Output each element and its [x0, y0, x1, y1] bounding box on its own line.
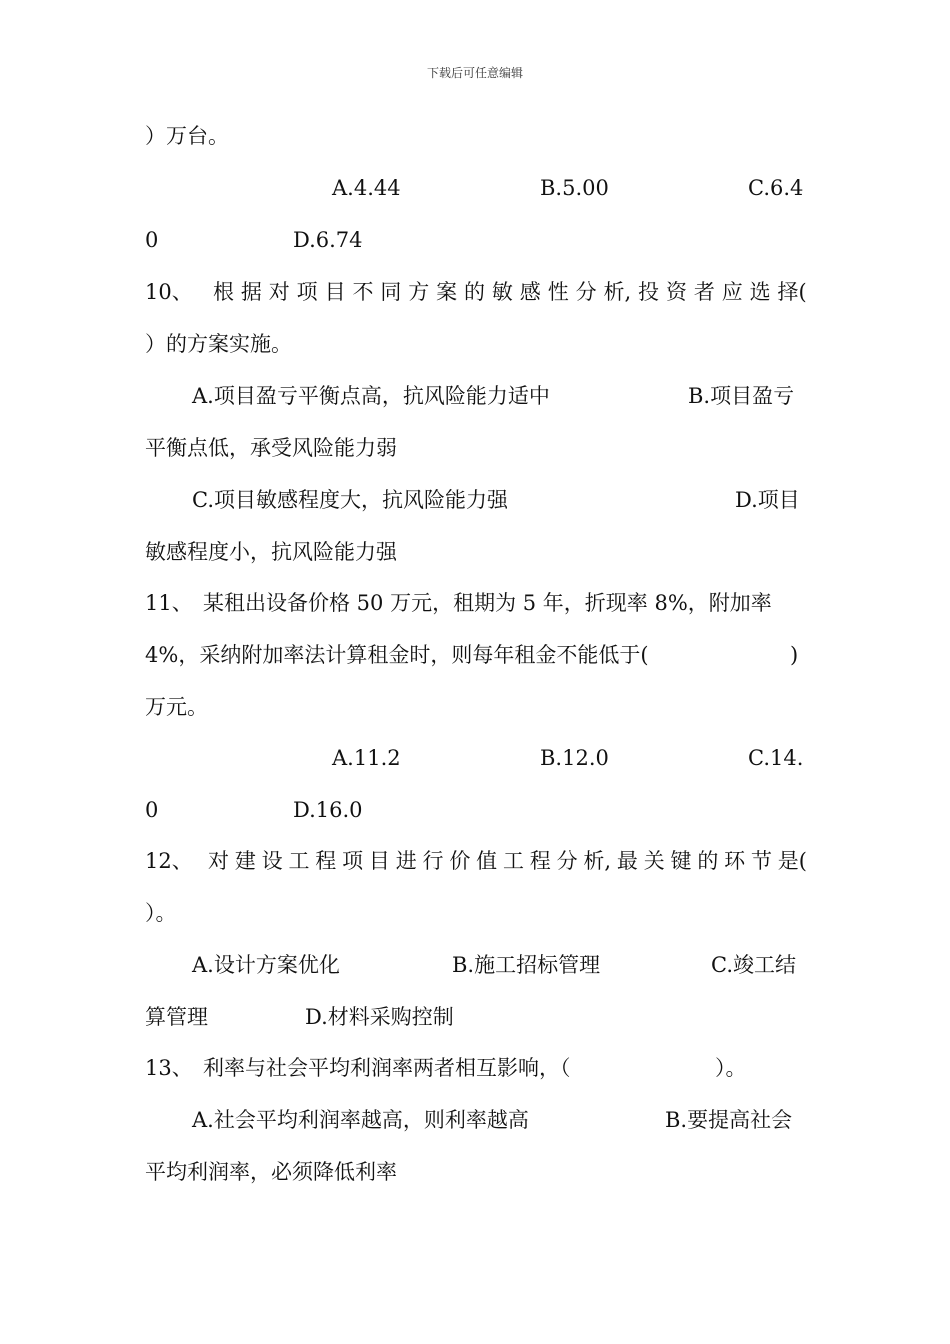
q12-stem-line2-text: ）。	[145, 901, 177, 925]
q12-char: 程	[529, 849, 551, 873]
q12-options-line1	[145, 950, 807, 980]
q11-option-a: A.11.2	[332, 746, 401, 770]
q12-char: 目	[368, 849, 390, 873]
q11-stem-line3-text: 万元。	[145, 695, 208, 719]
q10-options-line1	[145, 381, 807, 411]
q10-char: 同	[380, 280, 402, 304]
q9-option-b: B.5.00	[540, 176, 609, 200]
q13-options-line2	[145, 1157, 807, 1187]
q11-options-line2	[145, 795, 807, 825]
q12-char: 环	[724, 849, 746, 873]
q10-char: 项	[296, 280, 318, 304]
q12-char: 工	[288, 849, 310, 873]
q13-options-line1	[145, 1105, 807, 1135]
q12-char: 进	[395, 849, 417, 873]
q12-char: 最	[616, 849, 638, 873]
q10-char: 分	[575, 280, 597, 304]
q11-stem-line1	[145, 588, 807, 618]
q10-number: 10、	[145, 280, 193, 304]
q9-tail-text: ）万台。	[145, 124, 229, 148]
q12-options-line2	[145, 1002, 807, 1032]
q12-char: 析,	[583, 849, 612, 873]
q11-options-line1	[145, 743, 807, 773]
q13-stem-line1	[145, 1053, 807, 1083]
q10-char: 对	[268, 280, 290, 304]
q11-stem-line2	[145, 640, 807, 670]
q12-char: 行	[422, 849, 444, 873]
q10-char: 敏	[491, 280, 513, 304]
q10-stem-text	[213, 277, 807, 307]
q11-stem-line3	[145, 692, 807, 722]
q12-char: 工	[502, 849, 524, 873]
q9-option-d: D.6.74	[293, 228, 363, 252]
q10-char: 择(	[777, 280, 807, 304]
q10-option-b: B.项目盈亏	[688, 384, 795, 408]
q10-options-line4	[145, 537, 807, 567]
q12-char: 是(	[777, 849, 807, 873]
q12-char: 的	[697, 849, 719, 873]
q11-option-b: B.12.0	[540, 746, 609, 770]
q12-number: 12、	[145, 849, 193, 873]
q10-options-line3	[145, 485, 807, 515]
q13-stem-end: ）。	[715, 1056, 747, 1080]
q10-char: 方	[408, 280, 430, 304]
q9-stem-tail	[145, 121, 807, 151]
q11-option-c: C.14.	[748, 746, 804, 770]
q12-char: 值	[476, 849, 498, 873]
q12-char: 节	[750, 849, 772, 873]
q13-option-b-wrap: 平均利润率，必须降低利率	[145, 1160, 397, 1184]
q11-option-c-wrap: 0	[145, 798, 159, 822]
q10-char: 投	[638, 280, 660, 304]
q10-char: 性	[547, 280, 569, 304]
q9-option-a: A.4.44	[332, 176, 401, 200]
q10-char: 不	[352, 280, 374, 304]
q9-option-c-wrap: 0	[145, 228, 159, 252]
q10-stem-line1	[145, 277, 807, 307]
q12-option-c-wrap: 算管理	[145, 1005, 208, 1029]
q12-char: 键	[670, 849, 692, 873]
q11-stem-line1-text: 某租出设备价格 50 万元，租期为 5 年，折现率 8%，附加率	[203, 591, 772, 615]
q13-number: 13、	[145, 1056, 193, 1080]
q12-stem-line1	[145, 846, 807, 876]
q10-char: 者	[693, 280, 715, 304]
q10-char: 据	[240, 280, 262, 304]
q12-stem-line2	[145, 898, 807, 928]
q9-options-line2	[145, 225, 807, 255]
q10-char: 感	[519, 280, 541, 304]
q11-stem-paren-close: )	[790, 643, 799, 667]
q10-char: 选	[749, 280, 771, 304]
q10-option-b-wrap: 平衡点低，承受风险能力弱	[145, 436, 397, 460]
q12-char: 分	[556, 849, 578, 873]
q12-char: 对	[208, 849, 229, 873]
q10-char: 根	[213, 280, 234, 304]
q11-number: 11、	[145, 591, 193, 615]
q12-char: 程	[315, 849, 337, 873]
q12-option-b: B.施工招标管理	[452, 953, 601, 977]
q12-char: 项	[342, 849, 364, 873]
q12-option-d: D.材料采购控制	[305, 1005, 454, 1029]
q12-char: 价	[449, 849, 471, 873]
q10-option-c: C.项目敏感程度大，抗风险能力强	[192, 488, 508, 512]
q10-char: 资	[665, 280, 687, 304]
q12-char: 关	[643, 849, 665, 873]
q11-stem-line2-text: 4%，采纳附加率法计算租金时，则每年租金不能低于(	[145, 643, 649, 667]
q10-char: 目	[324, 280, 346, 304]
q12-char: 建	[234, 849, 256, 873]
q9-options-line1	[145, 173, 807, 203]
q11-option-d: D.16.0	[293, 798, 363, 822]
page-header: 下载后可任意编辑	[426, 66, 523, 80]
q10-char: 应	[721, 280, 743, 304]
q10-stem-line2	[145, 329, 807, 359]
q13-option-a: A.社会平均利润率越高，则利率越高	[192, 1108, 529, 1132]
q12-char: 设	[261, 849, 283, 873]
q10-option-d-wrap: 敏感程度小，抗风险能力强	[145, 540, 397, 564]
q12-option-c: C.竣工结	[711, 953, 796, 977]
q10-option-d: D.项目	[735, 488, 800, 512]
q10-char: 的	[464, 280, 486, 304]
q12-stem-text	[208, 846, 807, 876]
q10-stem-line2-text: ）的方案实施。	[145, 332, 292, 356]
q12-option-a: A.设计方案优化	[192, 953, 340, 977]
q10-options-line2	[145, 433, 807, 463]
q9-option-c: C.6.4	[748, 176, 804, 200]
q13-stem-text: 利率与社会平均利润率两者相互影响，（	[203, 1056, 571, 1080]
q10-option-a: A.项目盈亏平衡点高，抗风险能力适中	[192, 384, 550, 408]
q10-char: 析,	[603, 280, 632, 304]
q13-option-b: B.要提高社会	[665, 1108, 793, 1132]
q10-char: 案	[436, 280, 458, 304]
